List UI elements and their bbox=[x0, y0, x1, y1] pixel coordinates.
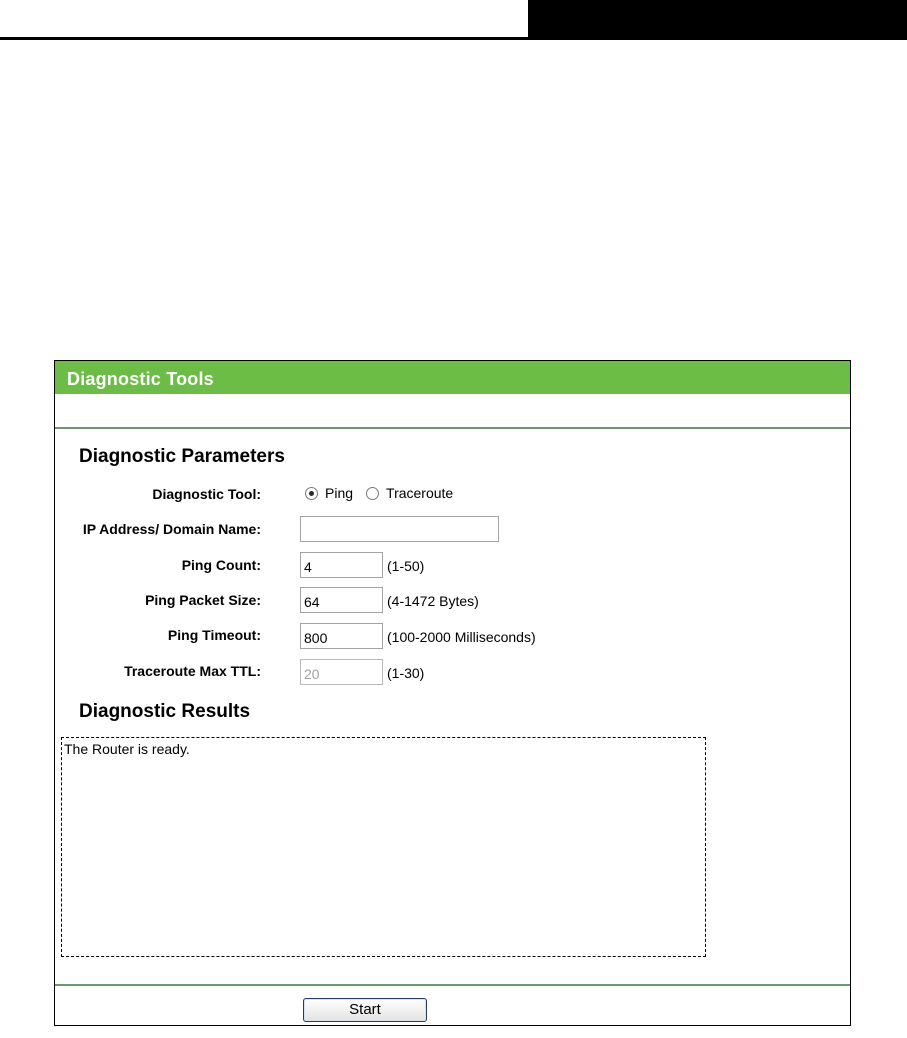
results-text: The Router is ready. bbox=[64, 741, 190, 757]
diagnostic-results-box bbox=[61, 737, 706, 957]
diagnostic-tools-panel bbox=[54, 360, 851, 1026]
ping-timeout-label: Ping Timeout: bbox=[167, 627, 261, 643]
ping-count-input[interactable]: 4 bbox=[300, 552, 383, 578]
traceroute-radio[interactable] bbox=[366, 487, 379, 500]
packet-size-label: Ping Packet Size: bbox=[145, 592, 261, 608]
traceroute-ttl-label: Traceroute Max TTL: bbox=[124, 663, 261, 679]
ping-timeout-hint: (100-2000 Milliseconds) bbox=[387, 629, 536, 645]
start-button[interactable]: Start bbox=[303, 998, 427, 1022]
traceroute-ttl-input: 20 bbox=[300, 659, 383, 685]
document-header-block bbox=[528, 0, 907, 40]
bottom-divider bbox=[55, 984, 850, 986]
page-title: Diagnostic Tools bbox=[67, 369, 214, 389]
document-header-rule bbox=[0, 37, 528, 40]
diagnostic-tool-radio-group bbox=[305, 485, 466, 501]
traceroute-radio-label[interactable]: Traceroute bbox=[386, 485, 454, 501]
results-section-title: Diagnostic Results bbox=[79, 701, 251, 722]
ip-address-input[interactable] bbox=[300, 516, 499, 542]
top-divider bbox=[55, 427, 850, 429]
ping-count-hint: (1-50) bbox=[387, 558, 425, 574]
diagnostic-tool-label: Diagnostic Tool: bbox=[152, 486, 261, 502]
ping-timeout-input[interactable]: 800 bbox=[300, 623, 383, 649]
packet-size-input[interactable]: 64 bbox=[300, 587, 383, 613]
ping-radio-label[interactable]: Ping bbox=[325, 485, 354, 501]
traceroute-ttl-hint: (1-30) bbox=[387, 665, 425, 681]
packet-size-hint: (4-1472 Bytes) bbox=[387, 593, 479, 609]
ping-radio[interactable] bbox=[305, 487, 318, 500]
ping-count-label: Ping Count: bbox=[181, 557, 261, 573]
panel-header bbox=[55, 361, 850, 394]
parameters-section-title: Diagnostic Parameters bbox=[79, 446, 285, 467]
ip-address-label: IP Address/ Domain Name: bbox=[82, 521, 261, 537]
